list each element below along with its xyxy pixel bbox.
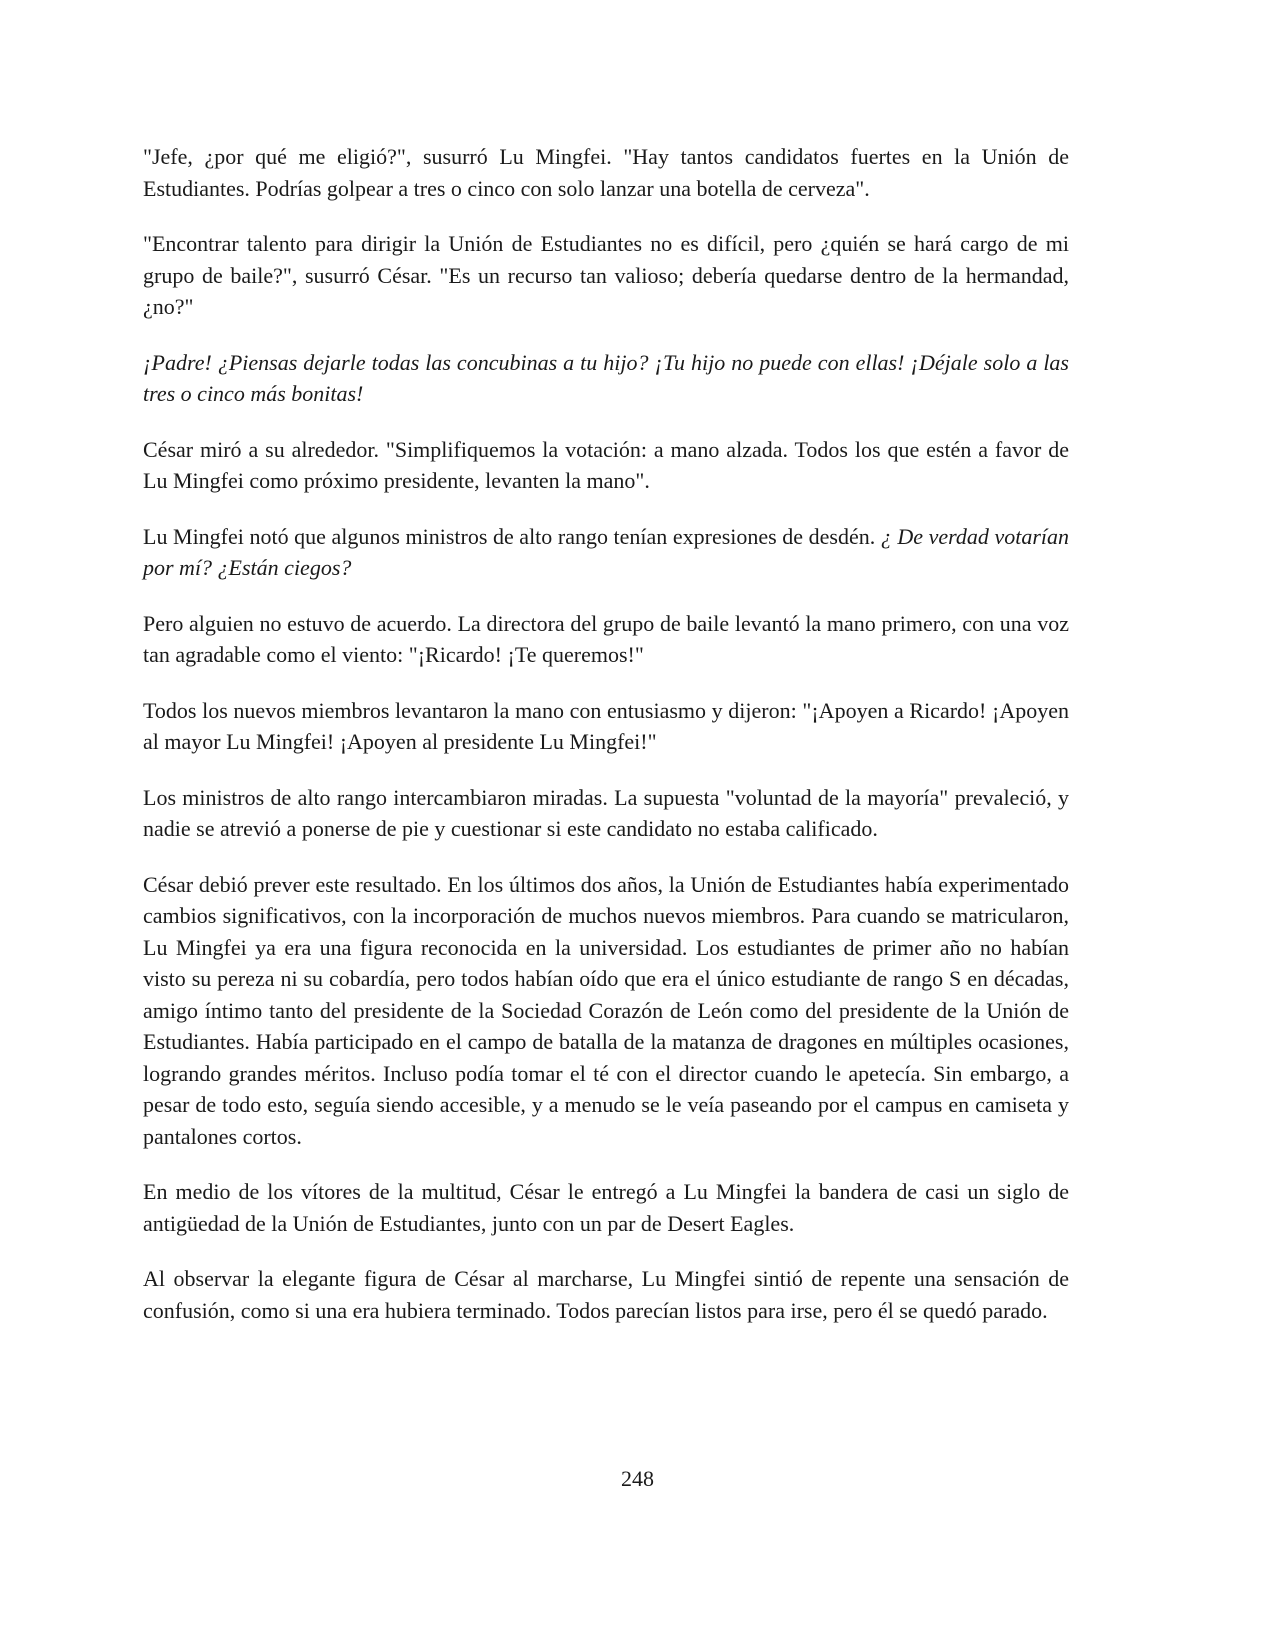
paragraph-italic: ¡Padre! ¿Piensas dejarle todas las concubinas a tu hijo? ¡Tu hijo no puede con ellas! ¡Déjale solo a las tres o cinco más bonitas! <box>143 349 1069 406</box>
paragraph: "Jefe, ¿por qué me eligió?", susurró Lu Mingfei. "Hay tantos candidatos fuertes en la Unión de Estudiantes. Podrías golpear a tres o cinco con solo lanzar una botella de cerveza". <box>143 144 1069 201</box>
paragraph <box>143 521 1069 584</box>
paragraph: Al observar la elegante figura de César al marcharse, Lu Mingfei sintió de repente una sensación de confusión, como si una era hubiera terminado. Todos parecían listos para irse, pero él se quedó parado. <box>143 1266 1069 1323</box>
paragraph: Los ministros de alto rango intercambiaron miradas. La supuesta "voluntad de la mayoría" prevaleció, y nadie se atrevió a ponerse de pie y cuestionar si este candidato no estaba calificado. <box>143 784 1069 841</box>
paragraph: "Encontrar talento para dirigir la Unión de Estudiantes no es difícil, pero ¿quién se hará cargo de mi grupo de baile?", susurró César. "Es un recurso tan valioso; debería quedarse dentro de la hermandad, ¿no?" <box>143 231 1069 319</box>
paragraph-italic-text: ¿ De verdad votarían por mí? ¿Están ciegos? <box>143 523 1069 580</box>
page-number: 248 <box>621 1466 654 1491</box>
paragraph: César miró a su alrededor. "Simplifiquemos la votación: a mano alzada. Todos los que estén a favor de Lu Mingfei como próximo presidente, levanten la mano". <box>143 436 1069 493</box>
paragraph: Todos los nuevos miembros levantaron la mano con entusiasmo y dijeron: "¡Apoyen a Ricardo! ¡Apoyen al mayor Lu Mingfei! ¡Apoyen al presidente Lu Mingfei!" <box>143 697 1069 754</box>
page-body <box>143 141 1069 1350</box>
paragraph-text: Lu Mingfei notó que algunos ministros de alto rango tenían expresiones de desdén. <box>143 523 881 549</box>
paragraph: César debió prever este resultado. En los últimos dos años, la Unión de Estudiantes había experimentado cambios significativos, con la incorporación de muchos nuevos miembros. Para cuando se matricularon, Lu Mingfei ya era una figura reconocida en la universidad. Los estudiantes de primer año no habían visto su pereza ni su cobardía, pero todos habían oído que era el único estudiante de rango S en décadas, amigo íntimo tanto del presidente de la Sociedad Corazón de León como del presidente de la Unión de Estudiantes. Había participado en el campo de batalla de la matanza de dragones en múltiples ocasiones, logrando grandes méritos. Incluso podía tomar el té con el director cuando le apetecía. Sin embargo, a pesar de todo esto, seguía siendo accesible, y a menudo se le veía paseando por el campus en camiseta y pantalones cortos. <box>143 871 1069 1149</box>
paragraph: En medio de los vítores de la multitud, César le entregó a Lu Mingfei la bandera de casi un siglo de antigüedad de la Unión de Estudiantes, junto con un par de Desert Eagles. <box>143 1179 1069 1236</box>
paragraph: Pero alguien no estuvo de acuerdo. La directora del grupo de baile levantó la mano primero, con una voz tan agradable como el viento: "¡Ricardo! ¡Te queremos!" <box>143 610 1069 667</box>
